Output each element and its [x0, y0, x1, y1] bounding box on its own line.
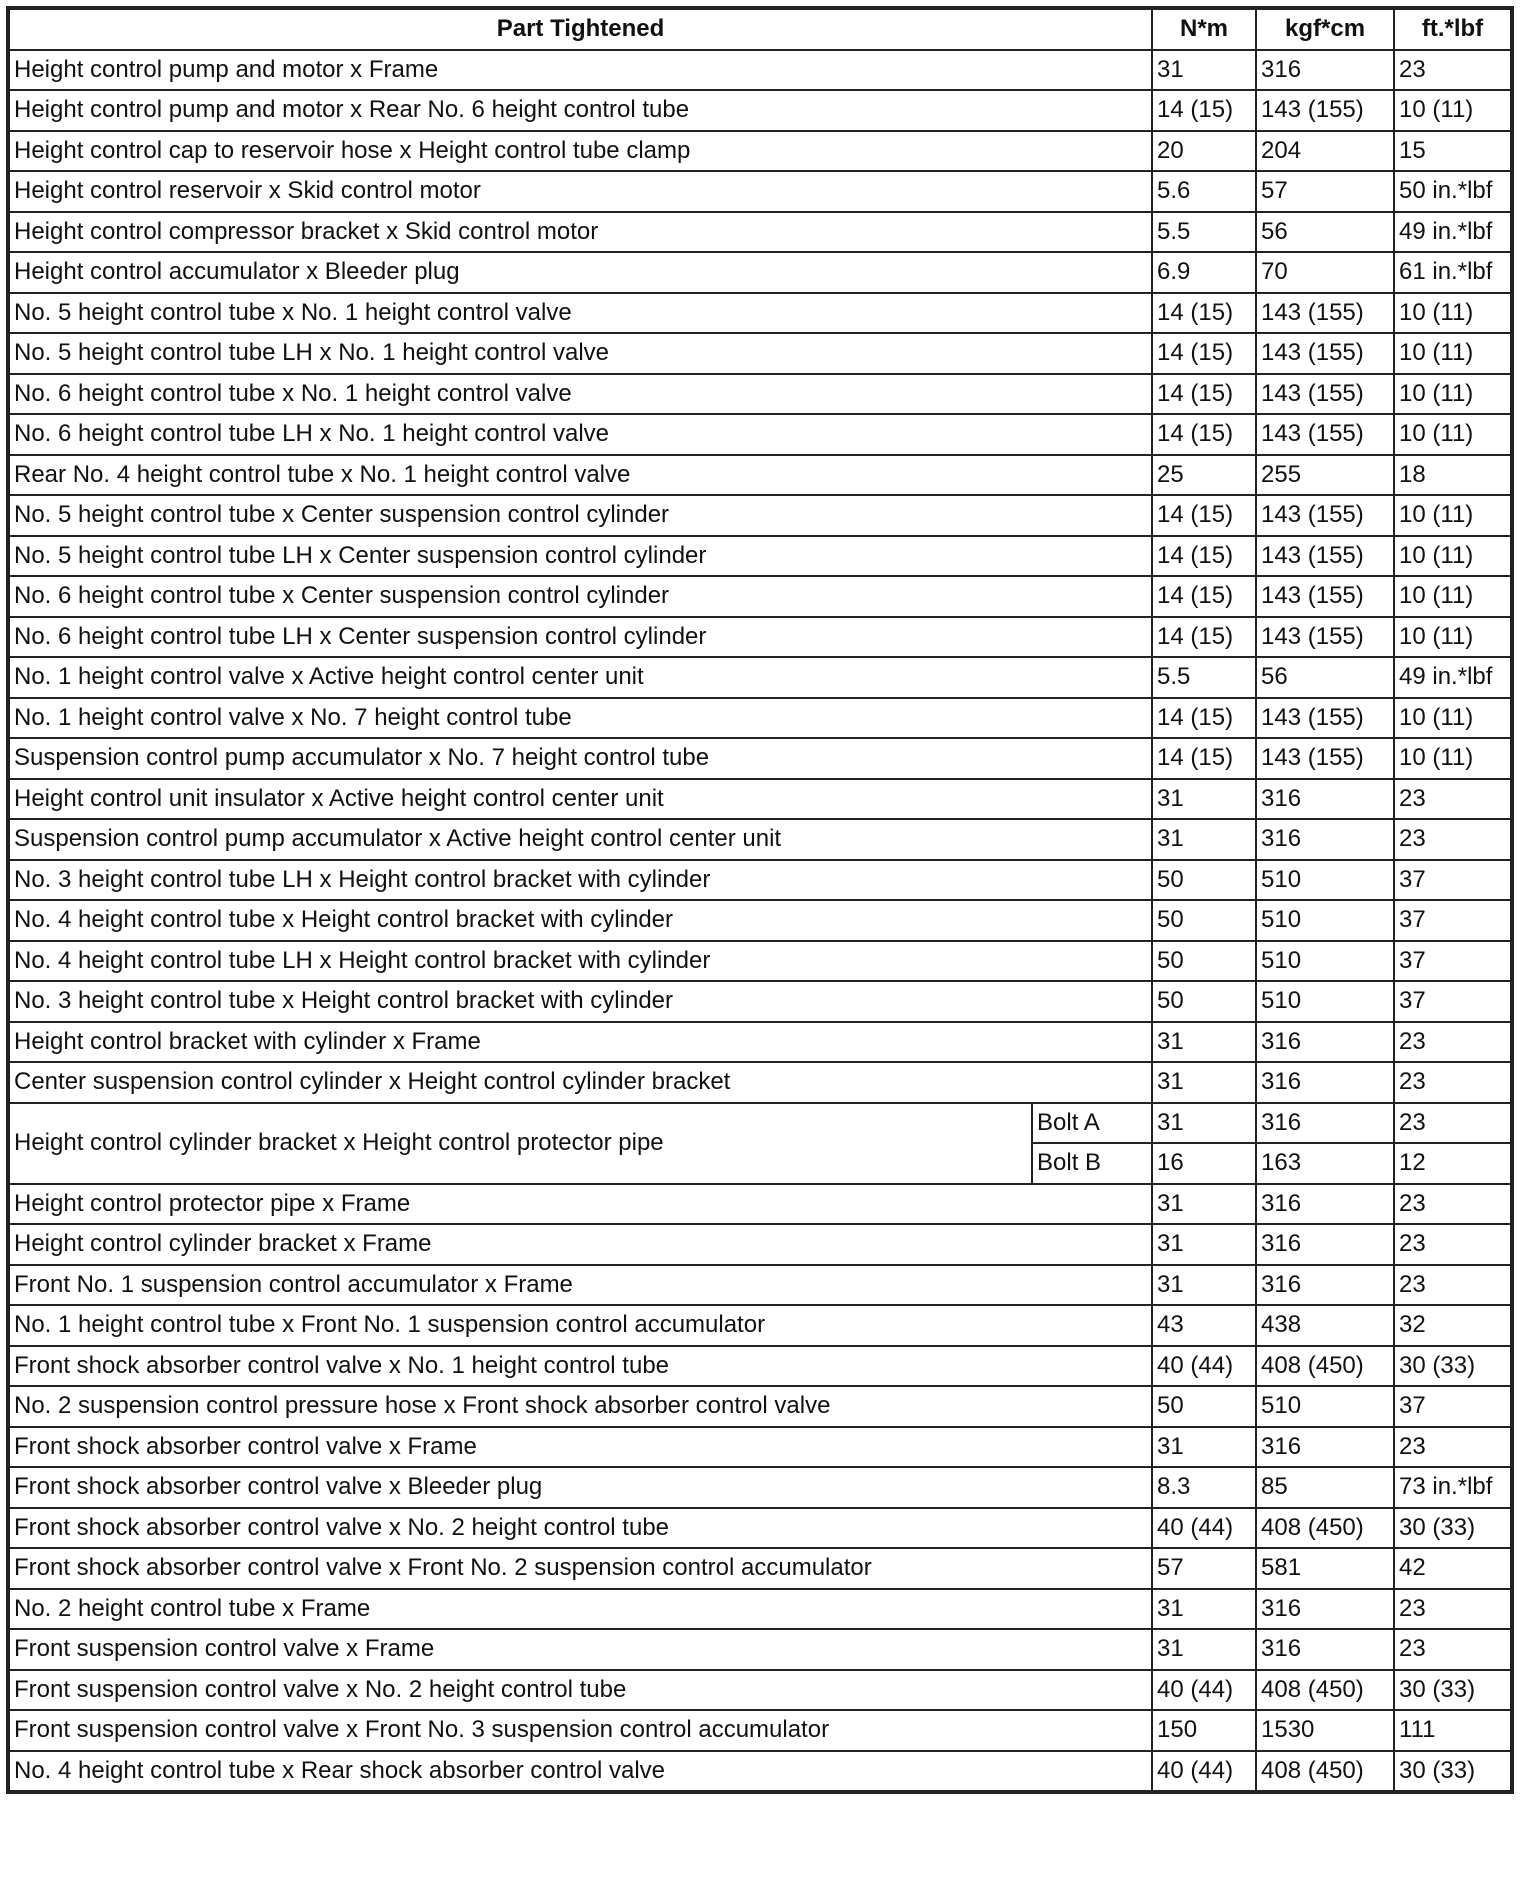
nm-cell: 14 (15): [1152, 576, 1256, 617]
part-cell: Height control unit insulator x Active height control center unit: [8, 779, 1152, 820]
nm-cell: 40 (44): [1152, 1751, 1256, 1793]
part-cell: No. 4 height control tube x Height control bracket with cylinder: [8, 900, 1152, 941]
nm-cell: 14 (15): [1152, 333, 1256, 374]
kgfcm-cell: 316: [1256, 1629, 1394, 1670]
part-cell: No. 4 height control tube x Rear shock absorber control valve: [8, 1751, 1152, 1793]
kgfcm-cell: 581: [1256, 1548, 1394, 1589]
torque-specification-table: [6, 6, 1514, 1794]
nm-cell: 5.5: [1152, 212, 1256, 253]
ftlbf-cell: 18: [1394, 455, 1512, 496]
kgfcm-cell: 143 (155): [1256, 698, 1394, 739]
nm-cell: 31: [1152, 1184, 1256, 1225]
kgfcm-cell: 163: [1256, 1143, 1394, 1184]
table-row: [8, 1427, 1512, 1468]
kgfcm-cell: 510: [1256, 900, 1394, 941]
kgfcm-cell: 143 (155): [1256, 738, 1394, 779]
table-row: [8, 1305, 1512, 1346]
part-cell: No. 2 height control tube x Frame: [8, 1589, 1152, 1630]
nm-cell: 31: [1152, 1062, 1256, 1103]
kgfcm-cell: 510: [1256, 981, 1394, 1022]
kgfcm-cell: 143 (155): [1256, 374, 1394, 415]
table-row: [8, 495, 1512, 536]
nm-cell: 31: [1152, 1224, 1256, 1265]
part-cell: Front shock absorber control valve x Frame: [8, 1427, 1152, 1468]
part-cell: No. 3 height control tube x Height control bracket with cylinder: [8, 981, 1152, 1022]
kgfcm-cell: 438: [1256, 1305, 1394, 1346]
nm-cell: 31: [1152, 1265, 1256, 1306]
table-row: [8, 576, 1512, 617]
kgfcm-cell: 143 (155): [1256, 414, 1394, 455]
kgfcm-cell: 56: [1256, 212, 1394, 253]
table-row: [8, 1670, 1512, 1711]
ftlbf-cell: 30 (33): [1394, 1751, 1512, 1793]
table-row: [8, 617, 1512, 658]
nm-cell: 5.5: [1152, 657, 1256, 698]
ftlbf-cell: 10 (11): [1394, 90, 1512, 131]
header-row: [8, 8, 1512, 50]
part-cell: No. 5 height control tube x No. 1 height control valve: [8, 293, 1152, 334]
ftlbf-cell: 23: [1394, 1629, 1512, 1670]
nm-cell: 8.3: [1152, 1467, 1256, 1508]
part-cell: No. 5 height control tube x Center suspension control cylinder: [8, 495, 1152, 536]
part-cell: No. 4 height control tube LH x Height control bracket with cylinder: [8, 941, 1152, 982]
nm-cell: 50: [1152, 900, 1256, 941]
kgfcm-cell: 316: [1256, 1224, 1394, 1265]
part-cell: Height control pump and motor x Frame: [8, 50, 1152, 91]
part-cell: No. 6 height control tube x No. 1 height control valve: [8, 374, 1152, 415]
nm-cell: 14 (15): [1152, 495, 1256, 536]
kgfcm-cell: 316: [1256, 1589, 1394, 1630]
kgfcm-cell: 316: [1256, 1427, 1394, 1468]
nm-cell: 5.6: [1152, 171, 1256, 212]
table-row: [8, 333, 1512, 374]
part-cell: No. 2 suspension control pressure hose x Front shock absorber control valve: [8, 1386, 1152, 1427]
nm-cell: 31: [1152, 50, 1256, 91]
kgfcm-cell: 510: [1256, 860, 1394, 901]
table-row: [8, 1346, 1512, 1387]
kgfcm-cell: 143 (155): [1256, 333, 1394, 374]
kgfcm-cell: 408 (450): [1256, 1346, 1394, 1387]
table-row: [8, 455, 1512, 496]
table-row: [8, 698, 1512, 739]
ftlbf-cell: 10 (11): [1394, 374, 1512, 415]
part-cell: Front shock absorber control valve x No. 2 height control tube: [8, 1508, 1152, 1549]
kgfcm-cell: 316: [1256, 1184, 1394, 1225]
table-row: [8, 90, 1512, 131]
kgfcm-cell: 1530: [1256, 1710, 1394, 1751]
part-cell: No. 1 height control valve x Active height control center unit: [8, 657, 1152, 698]
part-cell: No. 1 height control valve x No. 7 height control tube: [8, 698, 1152, 739]
ftlbf-cell: 32: [1394, 1305, 1512, 1346]
kgfcm-cell: 316: [1256, 50, 1394, 91]
nm-cell: 57: [1152, 1548, 1256, 1589]
table-row: [8, 1548, 1512, 1589]
nm-cell: 50: [1152, 1386, 1256, 1427]
table-row: [8, 657, 1512, 698]
ftlbf-cell: 30 (33): [1394, 1670, 1512, 1711]
kgfcm-cell: 316: [1256, 1265, 1394, 1306]
ftlbf-cell: 49 in.*lbf: [1394, 657, 1512, 698]
table-row: [8, 171, 1512, 212]
part-cell: Suspension control pump accumulator x No. 7 height control tube: [8, 738, 1152, 779]
kgfcm-cell: 510: [1256, 941, 1394, 982]
part-cell: No. 6 height control tube LH x No. 1 height control valve: [8, 414, 1152, 455]
part-cell: Height control compressor bracket x Skid control motor: [8, 212, 1152, 253]
ftlbf-cell: 10 (11): [1394, 293, 1512, 334]
table-row: [8, 1184, 1512, 1225]
ftlbf-cell: 10 (11): [1394, 738, 1512, 779]
part-cell: Height control reservoir x Skid control motor: [8, 171, 1152, 212]
kgfcm-cell: 143 (155): [1256, 495, 1394, 536]
header-part-tightened: Part Tightened: [8, 8, 1152, 50]
table-row: [8, 819, 1512, 860]
kgfcm-cell: 316: [1256, 1103, 1394, 1144]
nm-cell: 150: [1152, 1710, 1256, 1751]
kgfcm-cell: 408 (450): [1256, 1751, 1394, 1793]
part-cell: Suspension control pump accumulator x Active height control center unit: [8, 819, 1152, 860]
kgfcm-cell: 408 (450): [1256, 1508, 1394, 1549]
ftlbf-cell: 30 (33): [1394, 1346, 1512, 1387]
torque-table-container: [6, 6, 1510, 1794]
nm-cell: 14 (15): [1152, 536, 1256, 577]
table-body: [8, 50, 1512, 1793]
table-row: [8, 860, 1512, 901]
table-row: [8, 1589, 1512, 1630]
nm-cell: 31: [1152, 1103, 1256, 1144]
kgfcm-cell: 316: [1256, 1062, 1394, 1103]
nm-cell: 16: [1152, 1143, 1256, 1184]
ftlbf-cell: 10 (11): [1394, 536, 1512, 577]
table-row: [8, 131, 1512, 172]
nm-cell: 14 (15): [1152, 414, 1256, 455]
ftlbf-cell: 12: [1394, 1143, 1512, 1184]
table-row: [8, 900, 1512, 941]
header-ftlbf: ft.*lbf: [1394, 8, 1512, 50]
nm-cell: 25: [1152, 455, 1256, 496]
bolt-cell: Bolt A: [1032, 1103, 1152, 1144]
nm-cell: 43: [1152, 1305, 1256, 1346]
header-kgfcm: kgf*cm: [1256, 8, 1394, 50]
ftlbf-cell: 23: [1394, 819, 1512, 860]
part-cell: Front shock absorber control valve x No. 1 height control tube: [8, 1346, 1152, 1387]
table-row: [8, 374, 1512, 415]
table-row: [8, 1467, 1512, 1508]
table-row: [8, 1508, 1512, 1549]
ftlbf-cell: 23: [1394, 779, 1512, 820]
kgfcm-cell: 143 (155): [1256, 576, 1394, 617]
table-row: [8, 1062, 1512, 1103]
nm-cell: 20: [1152, 131, 1256, 172]
ftlbf-cell: 23: [1394, 1103, 1512, 1144]
ftlbf-cell: 30 (33): [1394, 1508, 1512, 1549]
ftlbf-cell: 10 (11): [1394, 333, 1512, 374]
table-row: [8, 1751, 1512, 1793]
ftlbf-cell: 10 (11): [1394, 414, 1512, 455]
ftlbf-cell: 42: [1394, 1548, 1512, 1589]
ftlbf-cell: 23: [1394, 1184, 1512, 1225]
nm-cell: 40 (44): [1152, 1508, 1256, 1549]
nm-cell: 14 (15): [1152, 698, 1256, 739]
nm-cell: 31: [1152, 1022, 1256, 1063]
ftlbf-cell: 37: [1394, 941, 1512, 982]
part-cell: Center suspension control cylinder x Height control cylinder bracket: [8, 1062, 1152, 1103]
ftlbf-cell: 23: [1394, 1265, 1512, 1306]
kgfcm-cell: 56: [1256, 657, 1394, 698]
kgfcm-cell: 143 (155): [1256, 90, 1394, 131]
nm-cell: 6.9: [1152, 252, 1256, 293]
part-cell: Height control accumulator x Bleeder plug: [8, 252, 1152, 293]
table-row: [8, 981, 1512, 1022]
table-row: [8, 293, 1512, 334]
nm-cell: 50: [1152, 941, 1256, 982]
part-cell: Front suspension control valve x Front No. 3 suspension control accumulator: [8, 1710, 1152, 1751]
ftlbf-cell: 10 (11): [1394, 698, 1512, 739]
part-cell: Rear No. 4 height control tube x No. 1 height control valve: [8, 455, 1152, 496]
ftlbf-cell: 49 in.*lbf: [1394, 212, 1512, 253]
part-cell: Height control bracket with cylinder x Frame: [8, 1022, 1152, 1063]
kgfcm-cell: 204: [1256, 131, 1394, 172]
part-cell: Front No. 1 suspension control accumulator x Frame: [8, 1265, 1152, 1306]
ftlbf-cell: 10 (11): [1394, 495, 1512, 536]
part-cell: No. 1 height control tube x Front No. 1 suspension control accumulator: [8, 1305, 1152, 1346]
part-cell: Height control cylinder bracket x Height control protector pipe: [8, 1103, 1032, 1184]
nm-cell: 14 (15): [1152, 374, 1256, 415]
table-row: [8, 50, 1512, 91]
ftlbf-cell: 23: [1394, 1589, 1512, 1630]
table-row: [8, 414, 1512, 455]
table-row: [8, 941, 1512, 982]
nm-cell: 14 (15): [1152, 617, 1256, 658]
part-cell: No. 5 height control tube LH x Center suspension control cylinder: [8, 536, 1152, 577]
table-row: [8, 212, 1512, 253]
table-row: [8, 1386, 1512, 1427]
table-row: [8, 252, 1512, 293]
kgfcm-cell: 143 (155): [1256, 617, 1394, 658]
nm-cell: 31: [1152, 779, 1256, 820]
nm-cell: 50: [1152, 981, 1256, 1022]
table-row: [8, 738, 1512, 779]
kgfcm-cell: 316: [1256, 819, 1394, 860]
ftlbf-cell: 50 in.*lbf: [1394, 171, 1512, 212]
ftlbf-cell: 23: [1394, 1224, 1512, 1265]
table-row: [8, 1224, 1512, 1265]
ftlbf-cell: 23: [1394, 1427, 1512, 1468]
table-row: [8, 1710, 1512, 1751]
ftlbf-cell: 111: [1394, 1710, 1512, 1751]
part-cell: Height control pump and motor x Rear No. 6 height control tube: [8, 90, 1152, 131]
ftlbf-cell: 73 in.*lbf: [1394, 1467, 1512, 1508]
kgfcm-cell: 57: [1256, 171, 1394, 212]
ftlbf-cell: 61 in.*lbf: [1394, 252, 1512, 293]
kgfcm-cell: 408 (450): [1256, 1670, 1394, 1711]
ftlbf-cell: 10 (11): [1394, 576, 1512, 617]
ftlbf-cell: 37: [1394, 981, 1512, 1022]
part-cell: No. 5 height control tube LH x No. 1 height control valve: [8, 333, 1152, 374]
bolt-cell: Bolt B: [1032, 1143, 1152, 1184]
table-row: [8, 1629, 1512, 1670]
part-cell: Height control cylinder bracket x Frame: [8, 1224, 1152, 1265]
ftlbf-cell: 37: [1394, 1386, 1512, 1427]
kgfcm-cell: 316: [1256, 1022, 1394, 1063]
nm-cell: 14 (15): [1152, 738, 1256, 779]
part-cell: No. 3 height control tube LH x Height control bracket with cylinder: [8, 860, 1152, 901]
nm-cell: 31: [1152, 1629, 1256, 1670]
nm-cell: 50: [1152, 860, 1256, 901]
nm-cell: 31: [1152, 1427, 1256, 1468]
part-cell: No. 6 height control tube LH x Center suspension control cylinder: [8, 617, 1152, 658]
table-row: [8, 1265, 1512, 1306]
table-row: [8, 779, 1512, 820]
nm-cell: 14 (15): [1152, 293, 1256, 334]
ftlbf-cell: 10 (11): [1394, 617, 1512, 658]
part-cell: Front suspension control valve x Frame: [8, 1629, 1152, 1670]
part-cell: Front shock absorber control valve x Front No. 2 suspension control accumulator: [8, 1548, 1152, 1589]
nm-cell: 31: [1152, 819, 1256, 860]
table-row: [8, 536, 1512, 577]
ftlbf-cell: 37: [1394, 900, 1512, 941]
part-cell: Front shock absorber control valve x Bleeder plug: [8, 1467, 1152, 1508]
part-cell: Front suspension control valve x No. 2 height control tube: [8, 1670, 1152, 1711]
nm-cell: 31: [1152, 1589, 1256, 1630]
kgfcm-cell: 510: [1256, 1386, 1394, 1427]
kgfcm-cell: 143 (155): [1256, 293, 1394, 334]
nm-cell: 14 (15): [1152, 90, 1256, 131]
header-nm: N*m: [1152, 8, 1256, 50]
kgfcm-cell: 255: [1256, 455, 1394, 496]
part-cell: Height control protector pipe x Frame: [8, 1184, 1152, 1225]
table-row-split: [8, 1103, 1512, 1144]
ftlbf-cell: 23: [1394, 50, 1512, 91]
ftlbf-cell: 37: [1394, 860, 1512, 901]
table-row: [8, 1022, 1512, 1063]
ftlbf-cell: 23: [1394, 1022, 1512, 1063]
kgfcm-cell: 316: [1256, 779, 1394, 820]
nm-cell: 40 (44): [1152, 1346, 1256, 1387]
kgfcm-cell: 85: [1256, 1467, 1394, 1508]
kgfcm-cell: 143 (155): [1256, 536, 1394, 577]
part-cell: Height control cap to reservoir hose x Height control tube clamp: [8, 131, 1152, 172]
ftlbf-cell: 23: [1394, 1062, 1512, 1103]
ftlbf-cell: 15: [1394, 131, 1512, 172]
nm-cell: 40 (44): [1152, 1670, 1256, 1711]
kgfcm-cell: 70: [1256, 252, 1394, 293]
part-cell: No. 6 height control tube x Center suspension control cylinder: [8, 576, 1152, 617]
